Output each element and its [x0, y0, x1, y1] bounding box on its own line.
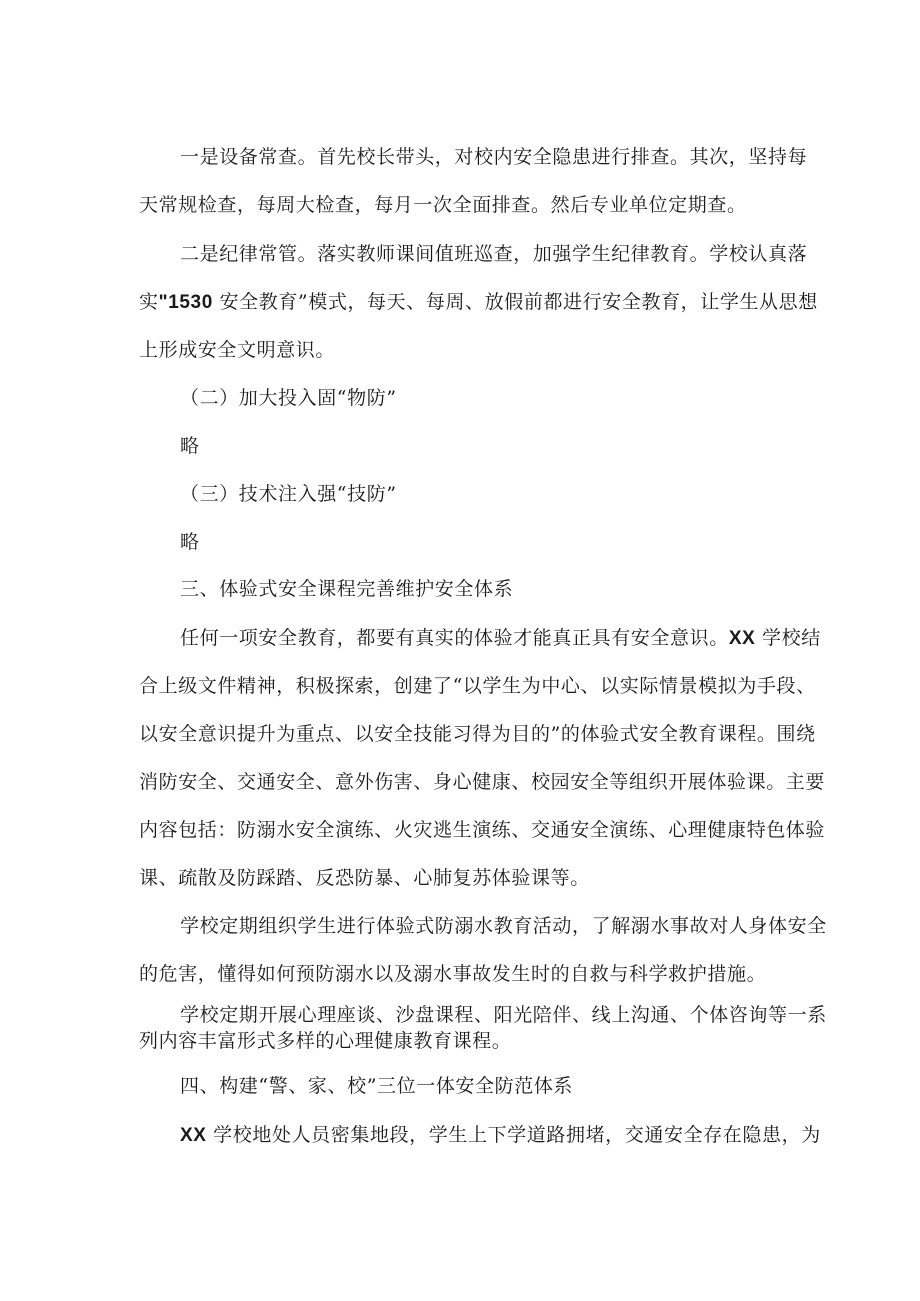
paragraph-line: 天常规检查，每周大检查，每月一次全面排查。然后专业单位定期查。 [139, 194, 747, 216]
paragraph-line: 的危害，懂得如何预防溺水以及溺水事故发生时的自救与科学救护措施。 [139, 963, 767, 985]
section-heading: 三、体验式安全课程完善维护安全体系 [180, 578, 514, 600]
paragraph-line: 内容包括：防溺水安全演练、火灾逃生演练、交通安全演练、心理健康特色体验 [139, 819, 826, 841]
paragraph-line [139, 290, 818, 315]
paragraph-line: 二是纪律常管。落实教师课间值班巡查，加强学生纪律教育。学校认真落 [180, 243, 808, 265]
paragraph-line: 消防安全、交通安全、意外伤害、身心健康、校园安全等组织开展体验课。主要 [139, 771, 826, 793]
paragraph-line: 以安全意识提升为重点、以安全技能习得为目的”的体验式安全教育课程。围绕 [139, 723, 816, 745]
subsection-heading: （三）技术注入强“技防” [180, 483, 397, 505]
paragraph-line [180, 1123, 821, 1148]
paragraph-line: 列内容丰富形式多样的心理健康教育课程。 [139, 1030, 512, 1052]
section-heading: 四、构建“警、家、校”三位一体安全防范体系 [180, 1075, 574, 1097]
text-segment: 安全教育”模式，每天、每周、放假前都进行安全教育，让学生从思想 [212, 291, 818, 313]
bold-text-segment: XX [180, 1125, 207, 1146]
subsection-heading: （二）加大投入固“物防” [180, 387, 397, 409]
paragraph-line: 学校定期组织学生进行体验式防溺水教育活动，了解溺水事故对人身体安全 [180, 915, 827, 937]
paragraph-line [180, 626, 821, 651]
text-segment: 任何一项安全教育，都要有真实的体验才能真正具有安全意识。 [180, 627, 729, 649]
paragraph-line: 学校定期开展心理座谈、沙盘课程、阳光陪伴、线上沟通、个体咨询等一系 [180, 1004, 827, 1026]
paragraph-line: 一是设备常查。首先校长带头，对校内安全隐患进行排查。其次，坚持每 [180, 146, 808, 168]
placeholder-text: 略 [180, 531, 200, 553]
bold-text-segment: XX [728, 628, 756, 649]
bold-text-segment: "1530 [158, 292, 213, 313]
text-segment: 实 [139, 291, 159, 313]
text-segment: 学校结 [755, 627, 821, 649]
paragraph-line: 上形成安全文明意识。 [139, 339, 336, 361]
text-segment: 学校地处人员密集地段，学生上下学道路拥堵，交通安全存在隐患，为 [206, 1124, 821, 1146]
paragraph-line: 课、疏散及防踩踏、反恐防暴、心肺复苏体验课等。 [139, 867, 590, 889]
placeholder-text: 略 [180, 435, 200, 457]
paragraph-line: 合上级文件精神，积极探索，创建了“以学生为中心、以实际情景模拟为手段、 [139, 675, 816, 697]
